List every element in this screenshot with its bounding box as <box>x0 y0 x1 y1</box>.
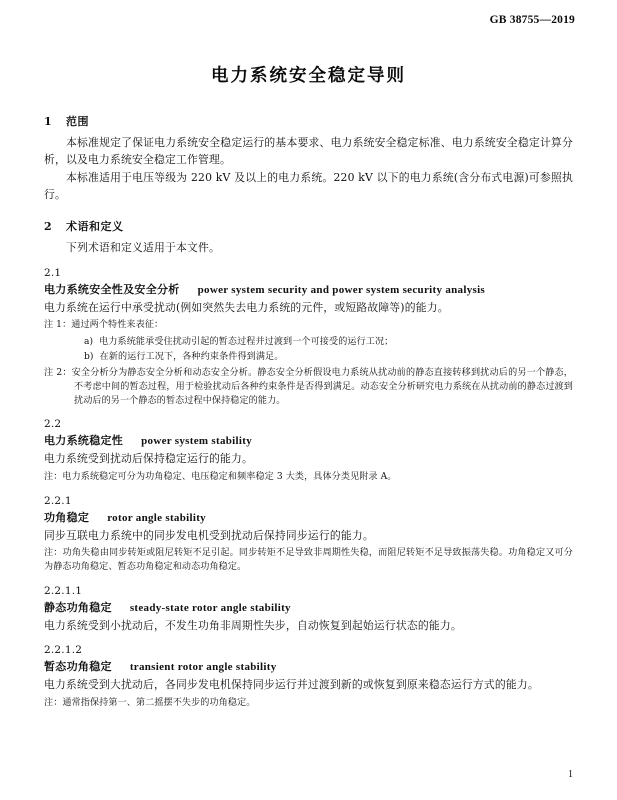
subnote-label: a) <box>84 337 94 348</box>
term-cn-2-2-1-1: 静态功角稳定 <box>44 600 112 614</box>
term-note-2-1-1 <box>44 319 573 333</box>
term-body-2-2-1-2: 电力系统受到大扰动后，各同步发电机保持同步运行并过渡到新的或恢复到原来稳态运行方式的能力。 <box>44 678 539 692</box>
clause-title-2: 术语和定义 <box>66 219 124 233</box>
term-note-2-1-sub-b <box>44 351 573 365</box>
note-text: 安全分析分为静态安全分析和动态安全分析。静态安全分析假设电力系统从扰动前的静态直接转移到扰动后的另一个静态，不考虑中间的暂态过程，用于检验扰动后各种约束条件是否得到满足。动态安全分析研究电力系统在从扰动前的静态过渡到扰动后的另一个静态的暂态过程中保持稳定的能力。 <box>71 368 573 406</box>
term-note-2-2-1: 注：功角失稳由同步转矩或阻尼转矩不足引起。同步转矩不足导致非周期性失稳，而阻尼转矩不足导致振荡失稳。功角稳定又可分为静态功角稳定、暂态功角稳定和动态功角稳定。 <box>44 548 573 572</box>
subnote-text: 电力系统能承受住扰动引起的暂态过程并过渡到一个可接受的运行工况； <box>99 337 394 348</box>
term-cn-2-2: 电力系统稳定性 <box>44 434 124 448</box>
clause-1-paragraph-1: 本标准规定了保证电力系统安全稳定运行的基本要求、电力系统安全稳定标准、电力系统安全稳定计算分析，以及电力系统安全稳定工作管理。 <box>44 136 573 166</box>
clause-2-paragraph-1: 下列术语和定义适用于本文件。 <box>66 240 220 254</box>
term-note-2-2-1-2: 注：通常指保持第一、第二摇摆不失步的功角稳定。 <box>44 698 256 709</box>
term-title-2-2-1-2 <box>44 658 573 674</box>
note-label: 注 1： <box>44 320 72 331</box>
note-text: 通过两个特性来表征： <box>71 320 164 331</box>
term-note-2-2: 注：电力系统稳定可分为功角稳定、电压稳定和频率稳定 3 大类，具体分类见附录 A。 <box>44 471 397 482</box>
page-title: 电力系统安全稳定导则 <box>211 66 406 86</box>
term-cn-2-1: 电力系统安全性及安全分析 <box>44 282 180 296</box>
term-note-2-1-2 <box>44 367 573 408</box>
term-number-2-2-1-2: 2.2.1.2 <box>44 644 83 657</box>
clause-heading-1 <box>44 113 573 129</box>
term-cn-2-2-1: 功角稳定 <box>44 510 90 524</box>
term-body-2-1: 电力系统在运行中承受扰动(例如突然失去电力系统的元件，或短路故障等)的能力。 <box>44 300 449 314</box>
term-en-2-2-1-1: steady-state rotor angle stability <box>129 601 291 614</box>
subnote-label: b) <box>84 351 94 362</box>
page-header-standard-code: GB 38755—2019 <box>489 14 575 26</box>
document-content <box>44 50 573 714</box>
term-title-2-2 <box>44 432 573 448</box>
term-title-2-2-1 <box>44 509 573 525</box>
clause-heading-2 <box>44 218 573 234</box>
clause-1-paragraph-2: 本标准适用于电压等级为 220 kV 及以上的电力系统。220 kV 以下的电力系统(含分布式电源)可参照执行。 <box>44 171 573 202</box>
term-body-2-2-1-1: 电力系统受到小扰动后，不发生功角非周期性失步，自动恢复到起始运行状态的能力。 <box>44 618 462 632</box>
term-en-2-1: power system security and power system security analysis <box>197 283 486 296</box>
page-number: 1 <box>568 769 573 780</box>
term-body-2-2-1: 同步互联电力系统中的同步发电机受到扰动后保持同步运行的能力。 <box>44 528 374 542</box>
term-number-2-2-1-1: 2.2.1.1 <box>44 584 83 597</box>
clause-title-1: 范围 <box>66 115 89 128</box>
subnote-text: 在新的运行工况下，各种约束条件得到满足。 <box>99 351 284 362</box>
clause-number-2: 2 <box>44 219 53 233</box>
term-title-2-2-1-1 <box>44 599 573 615</box>
term-body-2-2: 电力系统受到扰动后保持稳定运行的能力。 <box>44 452 253 466</box>
term-note-2-1-sub-a <box>44 336 573 350</box>
term-en-2-2-1-2: transient rotor angle stability <box>129 661 277 674</box>
term-number-2-2-1: 2.2.1 <box>44 494 72 507</box>
note-label: 注 2： <box>44 368 72 379</box>
term-en-2-2-1: rotor angle stability <box>107 511 206 524</box>
term-cn-2-2-1-2: 暂态功角稳定 <box>44 660 112 674</box>
term-en-2-2: power system stability <box>141 435 252 448</box>
term-number-2-2: 2.2 <box>44 418 62 431</box>
clause-number-1: 1 <box>44 115 53 128</box>
term-number-2-1: 2.1 <box>44 266 62 279</box>
term-title-2-1 <box>44 281 573 297</box>
